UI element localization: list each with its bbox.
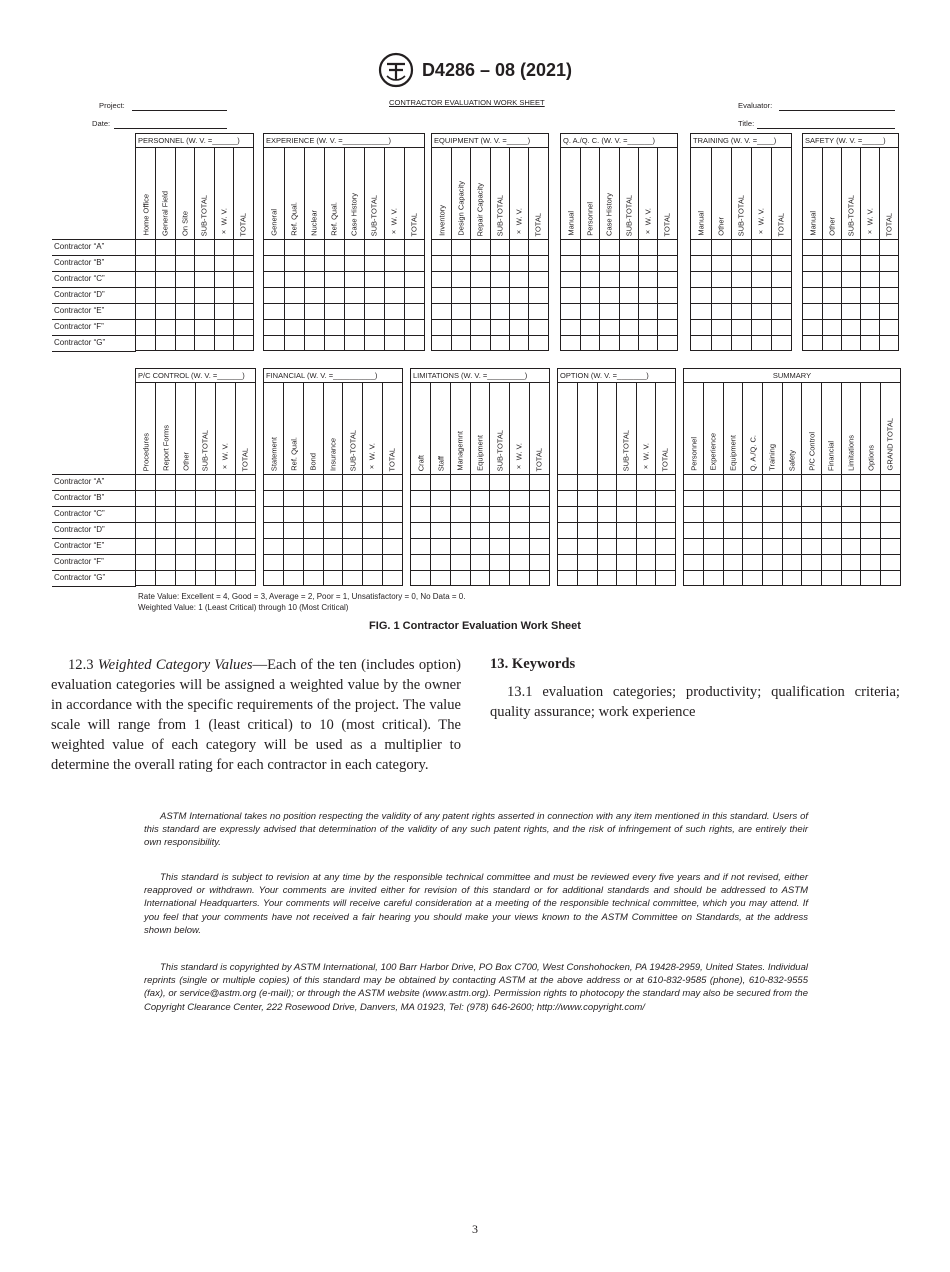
column-header-total — [656, 383, 676, 475]
row-rule — [52, 570, 136, 571]
patent-notice: ASTM International takes no position respecting the validity of any patent rights asserted in connection with any item mentioned in this standard. Users of this standard are expressly advised that determination of the validity of any such patent rights, and the risk of infringement of such rights, are entirely their own responsibility. — [144, 811, 808, 849]
section-12-3-text: —Each of the ten (includes option) evaluation categories will be assigned a weighted value by the owner in accordance with the specific requirements of the project. The value scale will range from 1 (least critical) to 10 (most critical). The weighted value of each category will be used as a multiplier to determine the overall rating for each contractor in each category. — [51, 657, 462, 773]
column-label: SUB-TOTAL — [200, 429, 210, 471]
row-rule — [136, 319, 253, 320]
column-label: Manual — [696, 211, 706, 236]
column-label: Managemnt — [455, 431, 465, 471]
row-rule — [136, 570, 255, 571]
row-rule — [52, 319, 136, 320]
row-rule — [803, 287, 898, 288]
column-label: Other — [180, 452, 190, 471]
evaluator-field[interactable] — [779, 110, 895, 111]
column-label: SUB-TOTAL — [621, 429, 631, 471]
revision-notice: This standard is subject to revision at any time by the responsible technical committee and must be reviewed every five years and if not revised, either reapproved or withdrawn. Your comments are invited either for revision of this standard or for additional standards and should be addressed to ASTM International Headquarters. Your comments will receive careful consideration at a meeting of the responsible technical committee, which you may attend. If you feel that your comments have not received a fair hearing you should make your views known to the ASTM Committee on Standards, at the address shown below. — [144, 872, 808, 936]
column-header-sub-total — [731, 148, 751, 240]
date-label: Date: — [92, 119, 111, 128]
row-rule — [558, 538, 675, 539]
category-group-training — [690, 133, 792, 351]
category-title: P/C CONTROL (W. V. =______) — [136, 369, 255, 383]
column-label: SUB-TOTAL — [199, 194, 209, 236]
column-label: GRAND TOTAL — [885, 418, 895, 471]
row-rule — [558, 490, 675, 491]
contractor-row-label: Contractor “G” — [54, 338, 106, 347]
column-header-personnel — [684, 383, 704, 475]
column-header-w-v — [509, 148, 528, 240]
evaluator-label: Evaluator: — [738, 101, 773, 110]
column-header-statement — [264, 383, 284, 475]
row-rule — [52, 271, 136, 272]
column-header-total — [235, 383, 255, 475]
row-rule — [52, 554, 136, 555]
category-group-equipment — [431, 133, 549, 351]
row-rule — [691, 271, 791, 272]
row-rule — [691, 319, 791, 320]
column-header-manual — [803, 148, 822, 240]
row-rule — [411, 490, 549, 491]
column-header-blank — [578, 383, 598, 475]
category-title: EQUIPMENT (W. V. =_____) — [432, 134, 548, 148]
category-title: SUMMARY — [684, 369, 900, 383]
column-header-repair-capacity — [471, 148, 490, 240]
row-rule — [264, 554, 402, 555]
column-header-w-v — [215, 383, 235, 475]
column-label: Bond — [308, 453, 318, 471]
column-header-nuclear — [304, 148, 324, 240]
row-rule — [432, 303, 548, 304]
column-header-manual — [691, 148, 711, 240]
row-rule — [136, 522, 255, 523]
row-rule — [52, 335, 136, 336]
copyright-notice: This standard is copyrighted by ASTM International, 100 Barr Harbor Drive, PO Box C700, West Conshohocken, PA 19428-2959, United States. Individual reprints (single or multiple copies) of this standard may be obtained by contacting ASTM at the above address or at 610-832-9585 (phone), 610-832-9555 (fax), or service@astm.org (e-mail); or through the ASTM website (www.astm.org). Permission rights to photocopy the standard may also be secured from the Copyright Clearance Center, 222 Rosewood Drive, Danvers, MA 01923, Tel: (978) 646-2600; http://www.copyright.com/ — [144, 962, 808, 1013]
column-label: TOTAL — [387, 447, 397, 471]
column-header-blank — [597, 383, 617, 475]
column-header-sub-total — [343, 383, 363, 475]
column-header-home-office — [136, 148, 156, 240]
category-group-personnel — [135, 133, 254, 351]
row-rule — [561, 335, 677, 336]
category-title: EXPERIENCE (W. V. =___________) — [264, 134, 424, 148]
column-header-financial — [821, 383, 841, 475]
contractor-row-label: Contractor “B” — [54, 493, 105, 502]
column-header-equipment — [723, 383, 743, 475]
row-rule — [803, 255, 898, 256]
column-header-limitations — [841, 383, 861, 475]
row-rule — [411, 474, 549, 475]
row-rule — [136, 287, 253, 288]
column-label: Procedures — [141, 432, 151, 471]
contractor-row-label: Contractor “C” — [54, 509, 105, 518]
row-rule — [264, 271, 424, 272]
column-label: TOTAL — [534, 447, 544, 471]
row-rule — [411, 522, 549, 523]
column-header-q-a-q-c — [743, 383, 763, 475]
column-label: × W. V. — [514, 207, 524, 236]
column-header-procedures — [136, 383, 156, 475]
contractor-row-label: Contractor “D” — [54, 290, 105, 299]
contractor-row-label: Contractor “E” — [54, 306, 105, 315]
row-rule — [52, 506, 136, 507]
column-label: Report Forms — [160, 425, 170, 471]
row-rule — [691, 255, 791, 256]
contractor-evaluation-worksheet — [0, 0, 950, 620]
row-rule — [136, 255, 253, 256]
column-label: × W. V. — [219, 207, 228, 236]
category-group-summary — [683, 368, 901, 586]
column-label: Case History — [604, 193, 614, 236]
column-label: Limitations — [846, 435, 856, 471]
row-rule — [411, 506, 549, 507]
project-field[interactable] — [132, 110, 227, 111]
column-label: Repair Capacity — [475, 182, 485, 236]
column-header-case-history — [344, 148, 364, 240]
row-rule — [52, 538, 136, 539]
row-rule — [264, 335, 424, 336]
column-label: TOTAL — [238, 212, 248, 236]
column-header-total — [234, 148, 254, 240]
column-header-total — [404, 148, 424, 240]
category-title: OPTION (W. V. =_______) — [558, 369, 675, 383]
column-header-grand-total — [880, 383, 900, 475]
column-label: × W. V. — [220, 442, 230, 471]
column-header-manual — [561, 148, 580, 240]
column-label: P/C Control — [806, 432, 816, 471]
row-rule — [684, 522, 900, 523]
column-label: Ref. Qual. — [288, 437, 298, 471]
column-header-w-v — [751, 148, 771, 240]
column-header-blank — [558, 383, 578, 475]
row-rule — [803, 303, 898, 304]
column-label: SUB-TOTAL — [369, 194, 379, 236]
row-rule — [411, 570, 549, 571]
row-rule — [561, 239, 677, 240]
column-label: Personnel — [689, 437, 699, 471]
row-rule — [411, 554, 549, 555]
category-group-option — [557, 368, 676, 586]
row-rule — [803, 335, 898, 336]
row-rule — [558, 474, 675, 475]
column-header-staff — [431, 383, 451, 475]
column-header-on-site — [175, 148, 195, 240]
row-rule — [684, 506, 900, 507]
column-header-sub-total — [490, 383, 510, 475]
column-label: Other — [826, 217, 836, 236]
row-rule — [52, 239, 136, 240]
column-header-w-v — [363, 383, 383, 475]
figure-caption: FIG. 1 Contractor Evaluation Work Sheet — [369, 620, 581, 632]
row-rule — [558, 554, 675, 555]
row-rule — [264, 538, 402, 539]
column-header-total — [529, 383, 549, 475]
contractor-row-label: Contractor “F” — [54, 322, 104, 331]
contractor-row-label: Contractor “B” — [54, 258, 105, 267]
date-field[interactable] — [114, 128, 227, 129]
column-header-case-history — [600, 148, 619, 240]
row-rule — [561, 255, 677, 256]
contractor-row-label: Contractor “G” — [54, 573, 106, 582]
row-rule — [691, 239, 791, 240]
column-header-total — [382, 383, 402, 475]
column-header-managemnt — [450, 383, 470, 475]
row-rule — [561, 303, 677, 304]
row-rule — [432, 319, 548, 320]
row-rule — [561, 319, 677, 320]
row-rule — [561, 271, 677, 272]
column-header-sub-total — [619, 148, 638, 240]
column-label: Ref. Qual. — [329, 202, 339, 236]
row-rule — [136, 554, 255, 555]
row-rule — [558, 506, 675, 507]
column-label: Other — [716, 217, 726, 236]
row-rule — [684, 474, 900, 475]
row-rule — [264, 490, 402, 491]
row-rule — [264, 319, 424, 320]
column-header-w-v — [636, 383, 656, 475]
row-rule — [52, 522, 136, 523]
section-12-3 — [51, 655, 461, 775]
category-title: TRAINING (W. V. =____) — [691, 134, 791, 148]
category-title: PERSONNEL (W. V. =______) — [136, 134, 253, 148]
column-header-design-capacity — [451, 148, 470, 240]
row-rule — [52, 351, 136, 352]
category-title: Q. A./Q. C. (W. V. =______) — [561, 134, 677, 148]
row-rule — [691, 287, 791, 288]
column-header-report-forms — [156, 383, 176, 475]
column-label: TOTAL — [409, 212, 419, 236]
column-label: SUB-TOTAL — [736, 194, 746, 236]
column-label: Staff — [435, 455, 445, 471]
row-rule — [136, 303, 253, 304]
column-header-safety — [782, 383, 802, 475]
column-label: Q. A./Q. C. — [747, 434, 757, 471]
row-rule — [136, 490, 255, 491]
column-header-other — [711, 148, 731, 240]
category-group-safety — [802, 133, 899, 351]
section-12-3-heading: Weighted Category Values — [97, 657, 253, 673]
weighted-value-note: Weighted Value: 1 (Least Critical) through 10 (Most Critical) — [138, 603, 349, 612]
row-rule — [136, 538, 255, 539]
row-rule — [432, 287, 548, 288]
column-header-w-v — [638, 148, 657, 240]
contractor-row-label: Contractor “C” — [54, 274, 105, 283]
column-header-w-v — [214, 148, 234, 240]
row-rule — [684, 490, 900, 491]
column-header-ref-qual — [284, 383, 304, 475]
column-header-experience — [704, 383, 724, 475]
column-label: Manual — [807, 211, 817, 236]
contractor-row-label: Contractor “A” — [54, 477, 105, 486]
column-label: General — [269, 209, 279, 236]
column-header-total — [529, 148, 548, 240]
category-group-financial — [263, 368, 403, 586]
column-label: TOTAL — [660, 447, 670, 471]
category-group-experience — [263, 133, 425, 351]
column-header-sub-total — [364, 148, 384, 240]
row-rule — [264, 239, 424, 240]
column-label: SUB-TOTAL — [347, 429, 357, 471]
column-header-sub-total — [196, 383, 216, 475]
row-rule — [684, 538, 900, 539]
keywords-heading: 13. Keywords — [490, 656, 576, 672]
project-label: Project: — [99, 101, 125, 110]
column-label: TOTAL — [883, 212, 893, 236]
row-rule — [411, 538, 549, 539]
column-label: Statement — [269, 436, 279, 471]
column-header-training — [763, 383, 783, 475]
column-label: Equipment — [728, 435, 738, 471]
column-header-sub-total — [195, 148, 215, 240]
column-label: SUB-TOTAL — [623, 194, 633, 236]
column-label: Equipment — [475, 435, 485, 471]
row-rule — [264, 506, 402, 507]
column-label: × W. V. — [514, 442, 524, 471]
category-group-q-a-q-c — [560, 133, 678, 351]
column-label: Training — [767, 444, 777, 471]
column-header-personnel — [580, 148, 599, 240]
title-field[interactable] — [757, 128, 895, 129]
row-rule — [136, 474, 255, 475]
column-header-total — [771, 148, 791, 240]
column-label: Nuclear — [309, 210, 319, 236]
column-label: Inventory — [436, 205, 446, 236]
column-label: General Field — [160, 190, 170, 236]
column-label: Manual — [565, 211, 575, 236]
column-header-general — [264, 148, 284, 240]
rate-value-note: Rate Value: Excellent = 4, Good = 3, Average = 2, Poor = 1, Unsatisfactory = 0, No Data = 0. — [138, 592, 466, 601]
column-label: SUB-TOTAL — [494, 194, 504, 236]
row-rule — [136, 239, 253, 240]
column-label: TOTAL — [240, 447, 250, 471]
row-rule — [561, 287, 677, 288]
column-label: Experience — [708, 433, 718, 471]
row-rule — [558, 522, 675, 523]
row-rule — [264, 255, 424, 256]
row-rule — [803, 271, 898, 272]
column-header-other — [176, 383, 196, 475]
category-title: FINANCIAL (W. V. =__________) — [264, 369, 402, 383]
row-rule — [691, 303, 791, 304]
row-rule — [264, 287, 424, 288]
column-label: Design Capacity — [456, 181, 466, 236]
title-label: Title: — [738, 119, 755, 128]
row-rule — [136, 271, 253, 272]
column-label: × W. V. — [641, 442, 650, 471]
row-rule — [432, 239, 548, 240]
column-header-craft — [411, 383, 431, 475]
row-rule — [684, 570, 900, 571]
column-label: Personnel — [585, 202, 595, 236]
column-header-w-v — [384, 148, 404, 240]
row-rule — [264, 522, 402, 523]
contractor-row-label: Contractor “E” — [54, 541, 105, 550]
column-label: × W. V. — [756, 207, 766, 236]
column-header-ref-qual — [324, 148, 344, 240]
row-rule — [52, 303, 136, 304]
column-label: On Site — [180, 210, 189, 236]
column-label: TOTAL — [533, 212, 543, 236]
row-rule — [684, 554, 900, 555]
column-label: SUB-TOTAL — [845, 194, 855, 236]
column-label: × W. V. — [389, 207, 399, 236]
page-number: 3 — [472, 1222, 478, 1236]
row-rule — [264, 474, 402, 475]
row-rule — [52, 255, 136, 256]
row-rule — [264, 303, 424, 304]
column-label: Options — [865, 445, 875, 471]
column-header-w-v — [860, 148, 879, 240]
column-label: Home Office — [141, 194, 150, 236]
column-header-ref-qual — [284, 148, 304, 240]
category-group-p-c-control — [135, 368, 256, 586]
column-header-general-field — [156, 148, 176, 240]
row-rule — [52, 586, 136, 587]
column-header-w-v — [510, 383, 530, 475]
row-rule — [432, 335, 548, 336]
row-rule — [558, 570, 675, 571]
column-header-bond — [303, 383, 323, 475]
column-header-total — [658, 148, 677, 240]
column-label: TOTAL — [776, 212, 786, 236]
row-rule — [52, 474, 136, 475]
column-label: Case History — [349, 193, 359, 236]
contractor-row-label: Contractor “D” — [54, 525, 105, 534]
column-header-sub-total — [617, 383, 637, 475]
column-header-sub-total — [841, 148, 860, 240]
row-rule — [136, 506, 255, 507]
column-label: × W. V. — [367, 442, 377, 471]
contractor-row-label: Contractor “F” — [54, 557, 104, 566]
row-rule — [691, 335, 791, 336]
column-label: Safety — [787, 449, 797, 471]
worksheet-title: CONTRACTOR EVALUATION WORK SHEET — [389, 98, 545, 107]
section-12-3-number: 12.3 — [68, 657, 94, 673]
row-rule — [432, 255, 548, 256]
row-rule — [432, 271, 548, 272]
category-title: LIMITATIONS (W. V. =_________) — [411, 369, 549, 383]
column-label: Ref. Qual. — [289, 202, 299, 236]
contractor-row-label: Contractor “A” — [54, 242, 105, 251]
row-rule — [803, 319, 898, 320]
column-header-inventory — [432, 148, 451, 240]
row-rule — [136, 335, 253, 336]
column-header-equipment — [470, 383, 490, 475]
keywords-text: 13.1 evaluation categories; productivity; qualification criteria; quality assurance; work experience — [490, 684, 900, 720]
row-rule — [803, 239, 898, 240]
category-title: SAFETY (W. V. =_____) — [803, 134, 898, 148]
column-header-sub-total — [490, 148, 509, 240]
category-group-limitations — [410, 368, 550, 586]
column-header-total — [879, 148, 898, 240]
standard-designation: D4286 – 08 (2021) — [421, 59, 573, 80]
column-label: Insurance — [328, 438, 338, 471]
column-header-options — [861, 383, 881, 475]
column-header-other — [822, 148, 841, 240]
column-label: Craft — [416, 454, 426, 471]
column-label: Financial — [826, 440, 836, 471]
column-label: TOTAL — [662, 212, 672, 236]
column-header-p-c-control — [802, 383, 822, 475]
column-header-insurance — [323, 383, 343, 475]
row-rule — [264, 570, 402, 571]
row-rule — [52, 287, 136, 288]
column-label: × W. V. — [643, 207, 653, 236]
row-rule — [52, 490, 136, 491]
column-label: SUB-TOTAL — [494, 429, 504, 471]
column-label: × W. V. — [864, 207, 874, 236]
